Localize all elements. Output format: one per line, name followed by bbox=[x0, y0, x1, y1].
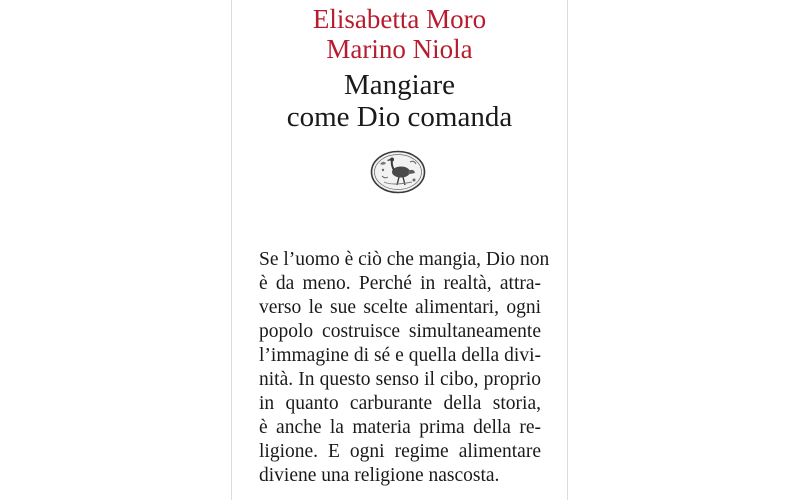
blurb-line: l’immagine di sé e quella della divi- bbox=[259, 345, 541, 366]
blurb-line: nità. In questo senso il cibo, proprio bbox=[259, 369, 541, 390]
author-name: Elisabetta Moro bbox=[312, 4, 487, 34]
book-cover bbox=[231, 0, 568, 500]
blurb-line: ligione. E ogni regime alimentare bbox=[259, 441, 541, 462]
back-cover-blurb bbox=[259, 248, 550, 488]
author-name: Marino Niola bbox=[326, 34, 473, 64]
blurb-line: in quanto carburante della storia, bbox=[259, 393, 541, 414]
blurb-line: popolo costruisce simultaneamente bbox=[259, 321, 541, 342]
title-line: come Dio comanda bbox=[286, 101, 513, 133]
blurb-line: è da meno. Perché in realtà, attra- bbox=[259, 273, 541, 294]
blurb-line: Se l’uomo è ciò che mangia, Dio non bbox=[259, 249, 550, 270]
title-line: Mangiare bbox=[343, 69, 456, 101]
publisher-emblem-ostrich-icon bbox=[370, 150, 426, 194]
authors bbox=[232, 4, 567, 64]
blurb-line: è anche la materia prima della re- bbox=[259, 417, 541, 438]
blurb-line: diviene una religione nascosta. bbox=[259, 465, 500, 486]
book-title bbox=[232, 69, 567, 133]
blurb-line: verso le sue scelte alimentari, ogni bbox=[259, 297, 541, 318]
